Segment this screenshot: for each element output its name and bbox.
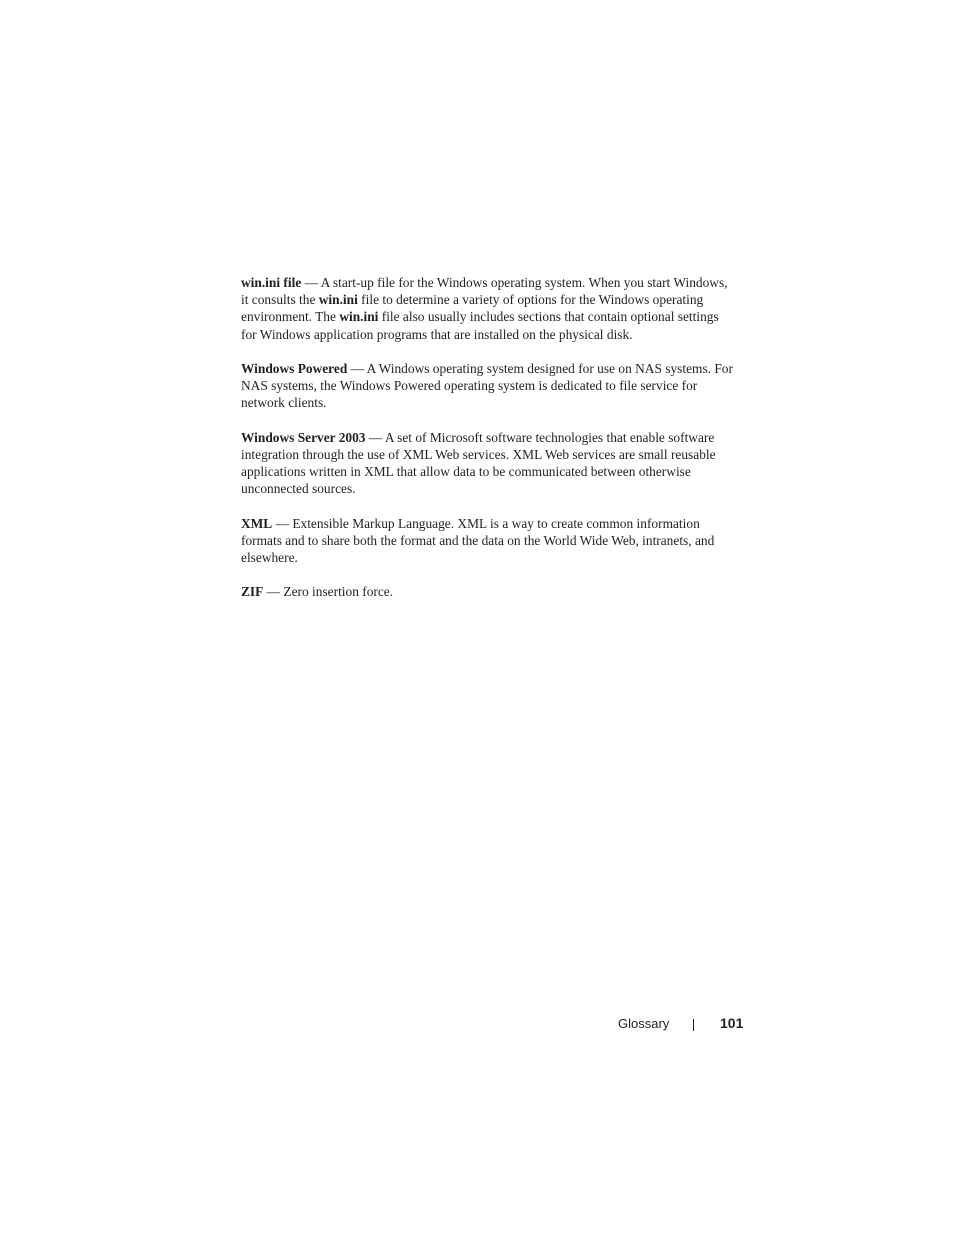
footer-section-title: Glossary: [618, 1016, 670, 1031]
footer-divider: [693, 1019, 694, 1031]
term: Windows Powered: [241, 360, 348, 376]
term: win.ini file: [241, 275, 302, 290]
definition-text: — Extensible Markup Language. XML is a way to create common information formats and to share both the format and the data on the World Wide Web, intranets, and elsewhere.: [241, 515, 715, 565]
definition-text: — A Windows operating system designed for use on NAS systems. For NAS systems, the Windows Powered operating system is dedicated to file service for network clients.: [241, 360, 733, 411]
term: XML: [241, 515, 273, 531]
inline-term: win.ini: [318, 292, 358, 308]
glossary-content: [241, 274, 736, 618]
definition-text: — Zero insertion force.: [263, 584, 394, 600]
term: ZIF: [241, 584, 264, 600]
glossary-entry-windows-powered: [241, 360, 736, 412]
inline-term: win.ini: [339, 309, 379, 325]
definition-text: — A start-up file for the Windows operating system. When you start Windows, it consults the: [241, 275, 728, 308]
glossary-entry-windows-server-2003: [241, 429, 736, 498]
page-footer: [560, 1014, 744, 1034]
definition-text: file to determine a variety of options for the Windows operating environment. The: [241, 292, 704, 325]
definition-text: file also usually includes sections that contain optional settings for Windows application programs that are installed on the physical disk.: [241, 309, 719, 342]
glossary-entry-zif: [241, 583, 736, 600]
glossary-entry-win-ini: [241, 274, 736, 343]
page-number: 101: [720, 1015, 744, 1031]
definition-text: — A set of Microsoft software technologies that enable software integration through the use of XML Web services. XML Web services are small reusable applications written in XML that allow data to be communicated between otherwise unconnected sources.: [241, 429, 716, 497]
glossary-entry-xml: [241, 515, 736, 567]
term: Windows Server 2003: [241, 429, 366, 445]
